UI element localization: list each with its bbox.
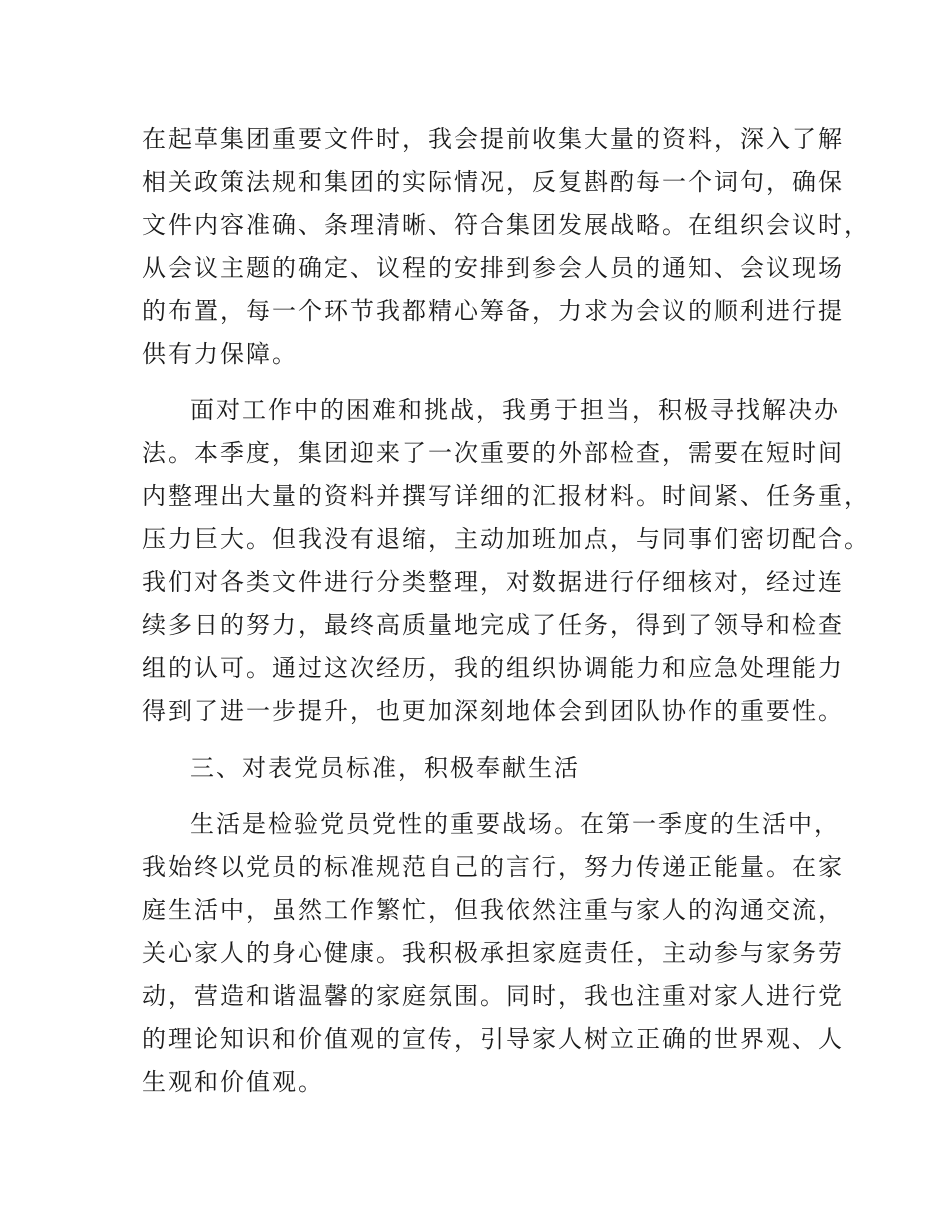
text-line: 的理论知识和价值观的宣传，引导家人树立正确的世界观、人 (142, 1025, 844, 1053)
text-line: 法。本季度，集团迎来了一次重要的外部检查，需要在短时间 (142, 439, 844, 467)
text-line: 从会议主题的确定、议程的安排到参会人员的通知、会议现场 (142, 254, 844, 282)
section-heading: 三、对表党员标准，积极奉献生活 (190, 754, 580, 782)
text-line: 庭生活中，虽然工作繁忙，但我依然注重与家人的沟通交流， (142, 896, 844, 924)
text-line: 我们对各类文件进行分类整理，对数据进行仔细核对，经过连 (142, 568, 844, 596)
text-line: 得到了进一步提升，也更加深刻地体会到团队协作的重要性。 (142, 697, 844, 725)
text-line: 的布置，每一个环节我都精心筹备，力求为会议的顺利进行提 (142, 297, 844, 325)
text-line: 相关政策法规和集团的实际情况，反复斟酌每一个词句，确保 (142, 168, 844, 196)
text-line: 供有力保障。 (142, 340, 298, 368)
text-line: 内整理出大量的资料并撰写详细的汇报材料。时间紧、任务重， (142, 482, 870, 510)
text-line: 关心家人的身心健康。我积极承担家庭责任，主动参与家务劳 (142, 939, 844, 967)
text-line: 组的认可。通过这次经历，我的组织协调能力和应急处理能力 (142, 654, 844, 682)
text-line: 压力巨大。但我没有退缩，主动加班加点，与同事们密切配合。 (142, 525, 870, 553)
text-line: 我始终以党员的标准规范自己的言行，努力传递正能量。在家 (142, 853, 844, 881)
text-line: 动，营造和谐温馨的家庭氛围。同时，我也注重对家人进行党 (142, 982, 844, 1010)
paragraph-first-line: 面对工作中的困难和挑战，我勇于担当，积极寻找解决办 (190, 396, 840, 424)
paragraph-first-line: 生活是检验党员党性的重要战场。在第一季度的生活中， (190, 810, 840, 838)
text-line: 文件内容准确、条理清晰、符合集团发展战略。在组织会议时， (142, 211, 870, 239)
text-line: 在起草集团重要文件时，我会提前收集大量的资料，深入了解 (142, 125, 844, 153)
text-line: 续多日的努力，最终高质量地完成了任务，得到了领导和检查 (142, 611, 844, 639)
text-line: 生观和价值观。 (142, 1068, 324, 1096)
